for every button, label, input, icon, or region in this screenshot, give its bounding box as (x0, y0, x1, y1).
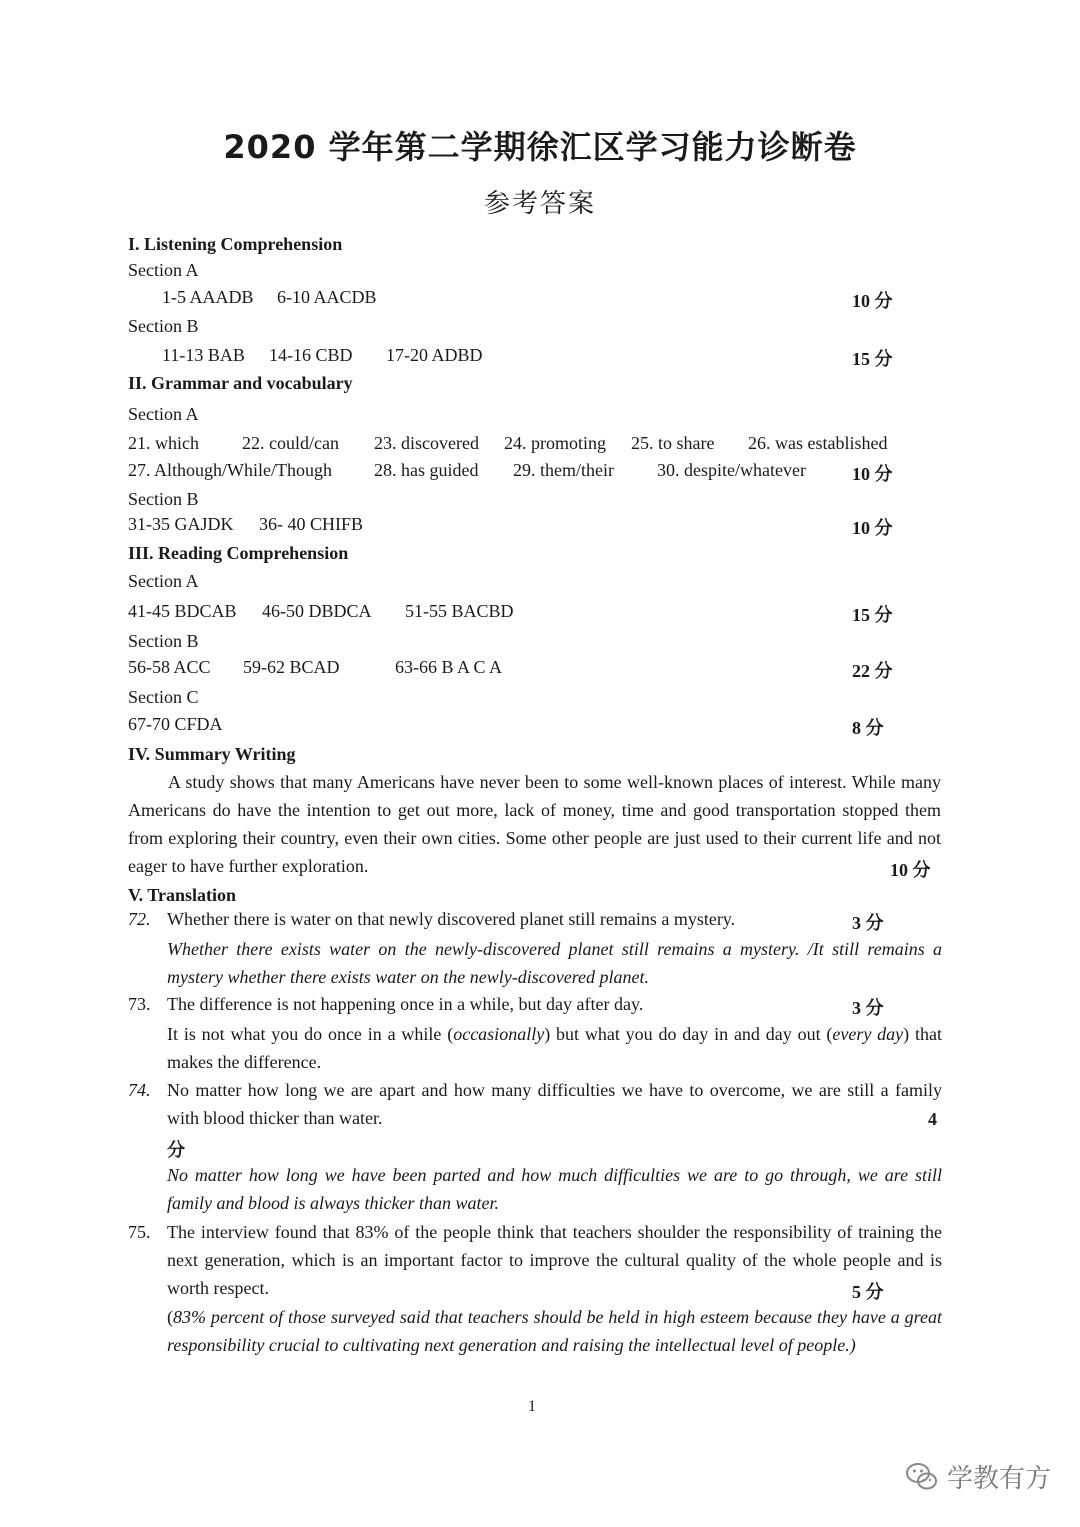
question-text: No matter how long we are apart and how many difficulties we have to overcome, we are still a family with blood thicker than water. (167, 1080, 942, 1128)
answer-group: 11-13 BAB (162, 345, 245, 365)
section-3a-label: Section A (128, 571, 199, 591)
section-1-heading: I. Listening Comprehension (128, 234, 343, 254)
section-3b-label: Section B (128, 631, 199, 651)
answer-group: 14-16 CBD (269, 345, 353, 365)
reference-answer (167, 1020, 942, 1076)
score-label: 10 分 (890, 860, 931, 880)
answer-segment: ( (167, 1307, 173, 1327)
answer-item: 30. despite/whatever (657, 460, 806, 480)
score-label: 3 分 (852, 998, 884, 1018)
score-label: 22 分 (852, 661, 893, 681)
answer-group: 51-55 BACBD (405, 601, 514, 621)
score-label: 10 分 (852, 518, 893, 538)
answer-segment: every day (832, 1024, 904, 1044)
answer-item: 22. could/can (242, 433, 339, 453)
answer-group: 36- 40 CHIFB (259, 514, 364, 534)
answer-item: 28. has guided (374, 460, 479, 480)
section-3c-label: Section C (128, 687, 199, 707)
answer-group: 6-10 AACDB (277, 287, 377, 307)
answer-segment: ) that makes the difference. (167, 1024, 942, 1072)
summary-paragraph: A study shows that many Americans have never been to some well-known places of interest. While many Americans do have the intention to get out more, lack of money, time and good transportation stopped them from exploring their country, even their own cities. Some other people are just used to their current life and not eager to have further exploration. (128, 772, 941, 876)
answer-item: 24. promoting (504, 433, 606, 453)
page-number: 1 (528, 1398, 536, 1415)
section-2b-label: Section B (128, 489, 199, 509)
section-2a-label: Section A (128, 404, 199, 424)
question-number: 74. (128, 1080, 151, 1100)
answer-item: 29. them/their (513, 460, 614, 480)
question-number: 72. (128, 909, 151, 929)
answer-group: 1-5 AAADB (162, 287, 254, 307)
question-number: 75. (128, 1222, 151, 1242)
answer-item: 21. which (128, 433, 199, 453)
answer-item: 23. discovered (374, 433, 479, 453)
answer-item: 26. was established (748, 433, 888, 453)
score-label: 4 (928, 1109, 937, 1129)
document-title: 2020 学年第二学期徐汇区学习能力诊断卷 (223, 128, 857, 166)
score-label: 8 分 (852, 718, 884, 738)
wechat-icon (905, 1460, 939, 1494)
question-text: The interview found that 83% of the people think that teachers shoulder the responsibility of training the next generation, which is an important factor to improve the cultural quality of the whole people and is worth respect. (167, 1222, 942, 1298)
answer-segment: 83% percent of those surveyed said that teachers should be held in high esteem because they have a great responsibility crucial to cultivating next generation and raising the intellectual level of people.) (167, 1307, 942, 1355)
question-number: 73. (128, 994, 151, 1014)
answer-group: 46-50 DBDCA (262, 601, 372, 621)
score-unit: 分 (167, 1140, 185, 1160)
answer-segment: It is not what you do once in a while ( (167, 1024, 454, 1044)
question-text: Whether there is water on that newly discovered planet still remains a mystery. (167, 909, 736, 929)
score-label: 15 分 (852, 605, 893, 625)
answer-group: 63-66 B A C A (395, 657, 503, 677)
answer-group: 67-70 CFDA (128, 714, 223, 734)
watermark (905, 1458, 1051, 1495)
answer-group: 31-35 GAJDK (128, 514, 234, 534)
score-label: 15 分 (852, 349, 893, 369)
section-1b-label: Section B (128, 316, 199, 336)
watermark-text: 学教有方 (947, 1464, 1052, 1494)
score-label: 10 分 (852, 464, 893, 484)
answer-group: 41-45 BDCAB (128, 601, 237, 621)
reference-answer: Whether there exists water on the newly-discovered planet still remains a mystery. /It still remains a mystery whether there exists water on the newly-discovered planet. (167, 939, 942, 987)
reference-answer (167, 1303, 942, 1359)
answer-item: 27. Although/While/Though (128, 460, 332, 480)
section-2-heading: II. Grammar and vocabulary (128, 373, 353, 393)
section-4-heading: IV. Summary Writing (128, 744, 296, 764)
answer-segment: ) but what you do day in and day out ( (544, 1024, 833, 1044)
score-label: 3 分 (852, 913, 884, 933)
score-label: 10 分 (852, 291, 893, 311)
question-text: The difference is not happening once in a while, but day after day. (167, 994, 644, 1014)
answer-group: 56-58 ACC (128, 657, 211, 677)
score-label: 5 分 (852, 1282, 884, 1302)
answer-segment: occasionally (453, 1024, 545, 1044)
answer-item: 25. to share (631, 433, 715, 453)
reference-answer: No matter how long we have been parted and how much difficulties we are to go through, we are still family and blood is always thicker than water. (167, 1165, 942, 1213)
answer-group: 17-20 ADBD (386, 345, 483, 365)
section-3-heading: III. Reading Comprehension (128, 543, 349, 563)
document-subtitle: 参考答案 (483, 189, 596, 219)
section-1a-label: Section A (128, 260, 199, 280)
section-5-heading: V. Translation (128, 885, 237, 905)
answer-group: 59-62 BCAD (243, 657, 340, 677)
